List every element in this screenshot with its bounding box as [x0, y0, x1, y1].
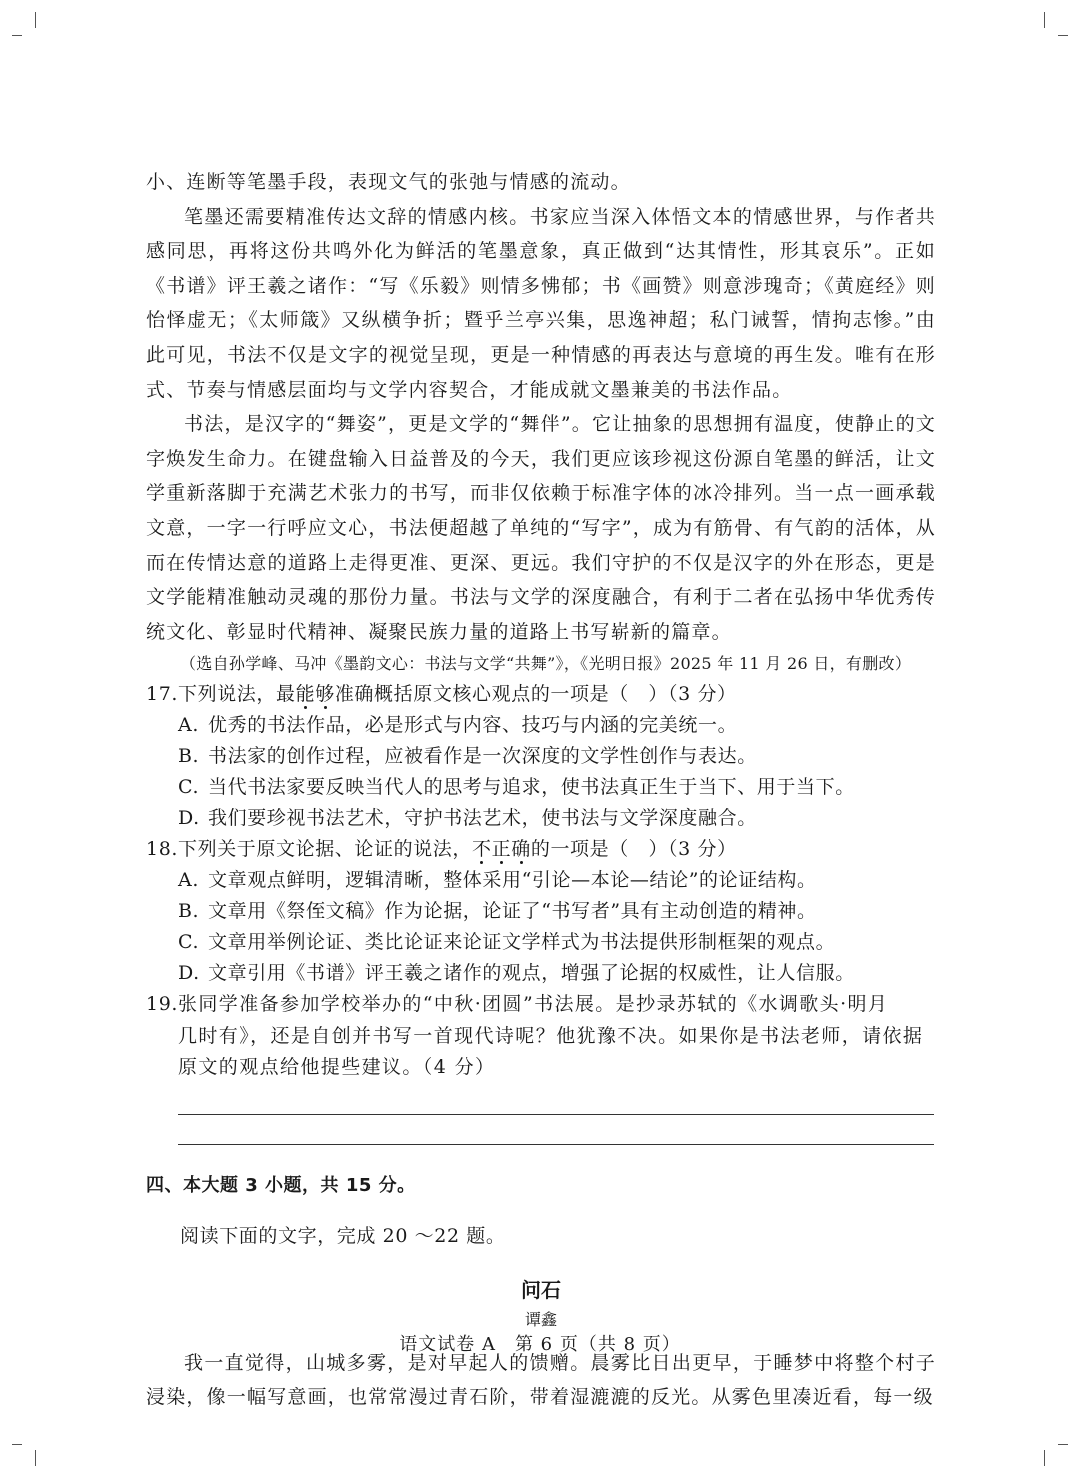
answer-line[interactable] [178, 1114, 934, 1115]
emphasis-char: 能 [295, 683, 316, 706]
question-number: 17. [146, 683, 179, 706]
crop-mark-top-right-h [1058, 35, 1068, 36]
passage-paragraph-1: 小、连断等笔墨手段，表现文气的张弛与情感的流动。 [146, 171, 631, 193]
crop-mark-top-right-v [1044, 12, 1045, 28]
q18-option-c: C. 文章用举例论证、类比论证来论证文学样式为书法提供形制框架的观点。 [178, 931, 836, 954]
answer-line[interactable] [178, 1144, 934, 1145]
q18-option-a: A. 文章观点鲜明，逻辑清晰，整体采用“引论—本论—结论”的论证结构。 [178, 869, 817, 892]
question-19 [146, 989, 936, 1084]
emphasis-char: 够 [315, 683, 335, 706]
crop-mark-bottom-right-v [1044, 1450, 1045, 1466]
q17-option-d: D. 我们要珍视书法艺术，守护书法艺术，使书法与文学深度融合。 [178, 807, 757, 830]
question-number: 19. [146, 993, 179, 1016]
question-stem: 下列关于原文论据、论证的说法，不正确的一项是（ ）（3 分） [178, 838, 737, 861]
question-stem: 下列说法，最能够准确概括原文核心观点的一项是（ ）（3 分） [178, 683, 737, 706]
q17-option-c: C. 当代书法家要反映当代人的思考与追求，使书法真正生于当下、用于当下。 [178, 776, 855, 799]
crop-mark-bottom-right-h [1058, 1444, 1068, 1445]
emphasized-text [296, 683, 335, 705]
q18-option-d: D. 文章引用《书谱》评王羲之诸作的观点，增强了论据的权威性，让人信服。 [178, 962, 855, 985]
page-footer: 语文试卷 A 第 6 页（共 8 页） [399, 1334, 681, 1355]
article-paragraph: 我一直觉得，山城多雾，是对早起人的馈赠。晨雾比日出更早，于睡梦中将整个村子浸染，像一幅写意画，也常常漫过青石阶，带着湿漉漉的反光。从雾色里凑近看，每一级 [146, 1351, 936, 1409]
section-title: 四、本大题 3 小题，共 15 分。 [146, 1174, 416, 1196]
crop-mark-bottom-left-v [35, 1450, 36, 1466]
question-stem: 张同学准备参加学校举办的“中秋·团圆”书法展。是抄录苏轼的《水调歌头·明月 几时有》，还是自创并书写一首现代诗呢？他犹豫不决。如果你是书法老师，请依据原文的观点给他提些建议。（4 分） [178, 993, 924, 1079]
article-author: 谭鑫 [524, 1309, 557, 1329]
passage-paragraph-3: 书法，是汉字的“舞姿”，更是文学的“舞伴”。它让抽象的思想拥有温度，使静止的文字焕发生命力。在键盘输入日益普及的今天，我们更应该珍视这份源自笔墨的鲜活，让文学重新落脚于充满艺术张力的书写，而非仅依赖于标准字体的冰冷排列。当一点一画承载文意，一字一行呼应文心，书法便超越了单纯的“写字”，成为有筋骨、有气韵的活体，从而在传情达意的道路上走得更准、更深、更远。我们守护的不仅是汉字的外在形态，更是文学能精准触动灵魂的那份力量。书法与文学的深度融合，有利于二者在弘扬中华优秀传统文化、彰显时代精神、凝聚民族力量的道路上书写崭新的篇章。 [146, 413, 936, 643]
emphasized-text [472, 838, 531, 860]
source-note: （选自孙学峰、马冲《墨韵文心：书法与文学“共舞”》，《光明日报》2025 年 11 月 26 日，有删改） [180, 654, 912, 674]
q17-option-b: B. 书法家的创作过程，应被看作是一次深度的文学性创作与表达。 [178, 745, 757, 768]
crop-mark-top-left-v [35, 12, 36, 28]
q17-option-a: A. 优秀的书法作品，必是形式与内容、技巧与内涵的完美统一。 [178, 714, 738, 737]
passage [146, 165, 936, 649]
article-title: 问石 [521, 1277, 561, 1302]
q18-option-b: B. 文章用《祭侄文稿》作为论据，论证了“书写者”具有主动创造的精神。 [178, 900, 817, 923]
page-content [146, 165, 936, 1415]
crop-mark-top-left-h [12, 35, 22, 36]
question-18 [146, 834, 936, 865]
passage-paragraph-2: 笔墨还需要精准传达文辞的情感内核。书家应当深入体悟文本的情感世界，与作者共感同思，再将这份共鸣外化为鲜活的笔墨意象，真正做到“达其情性，形其哀乐”。正如《书谱》评王羲之诸作：“写《乐毅》则情多怫郁；书《画赞》则意涉瑰奇；《黄庭经》则怡怿虚无；《太师箴》又纵横争折；暨乎兰亭兴集，思逸神超；私门诫誓，情拘志惨。”由此可见，书法不仅是文字的视觉呈现，更是一种情感的再表达与意境的再生发。唯有在形式、节奏与情感层面均与文学内容契合，才能成就文墨兼美的书法作品。 [146, 205, 936, 401]
emphasis-char: 不 [472, 838, 492, 861]
crop-mark-bottom-left-h [12, 1444, 22, 1445]
question-number: 18. [146, 838, 179, 861]
question-17 [146, 679, 936, 710]
emphasis-char: 确 [511, 838, 531, 861]
emphasis-char: 正 [491, 838, 512, 861]
reading-instruction: 阅读下面的文字，完成 20 ～22 题。 [180, 1224, 506, 1247]
